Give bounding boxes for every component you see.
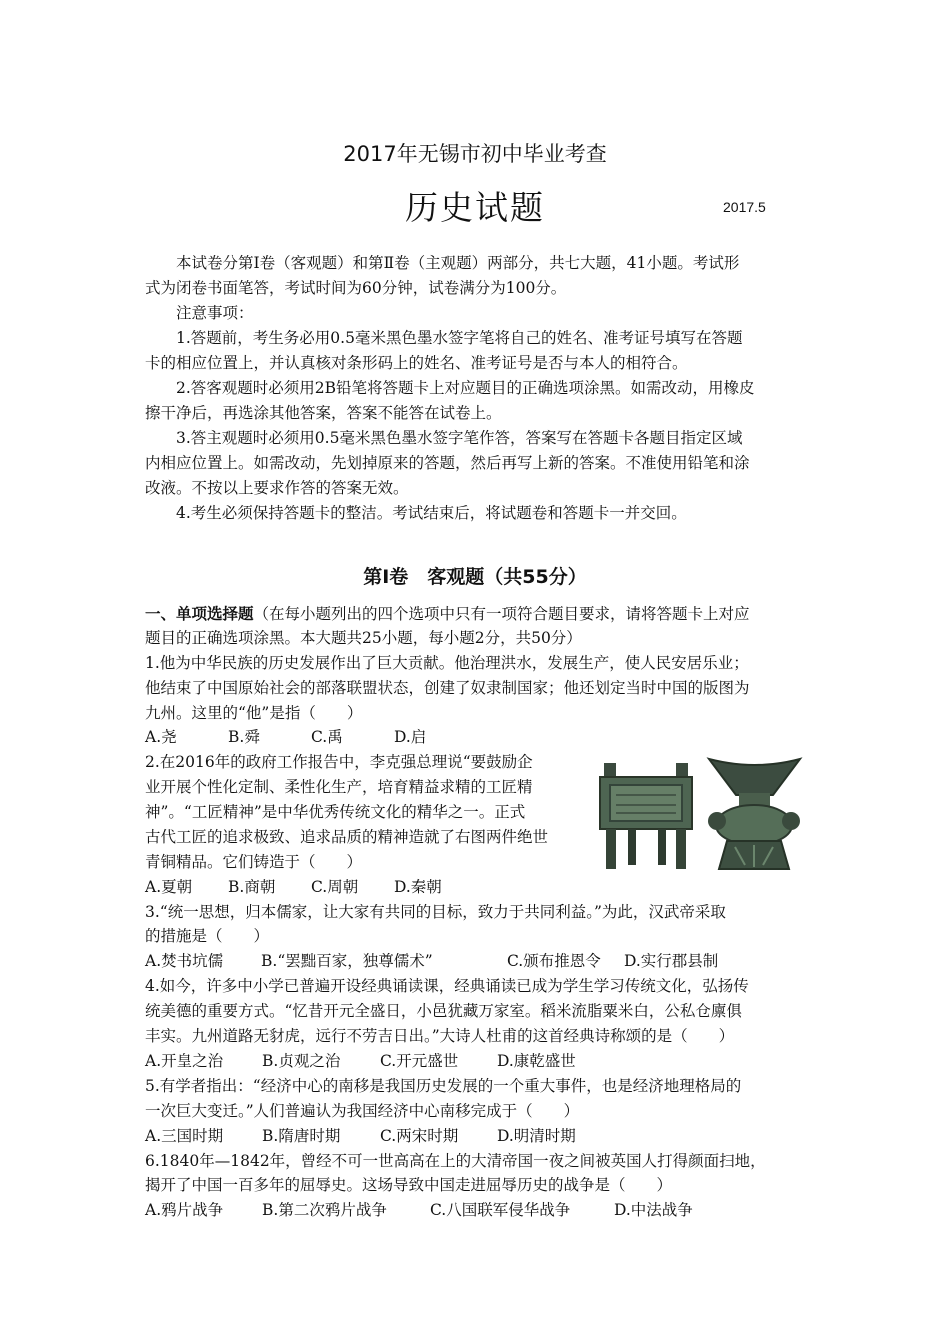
option: A.尧 [145,728,177,746]
option: A.焚书坑儒 [145,952,224,970]
option: B.第二次鸦片战争 [262,1201,387,1219]
instruction-text: （在每小题列出的四个选项中只有一项符合题目要求，请将答题卡上对应 [253,605,750,623]
question-line: 神”。“工匠精神”是中华优秀传统文化的精华之一。正式 [145,803,526,821]
question-line: 1.他为中华民族的历史发展作出了巨大贡献。他治理洪水，发展生产，使人民安居乐业； [145,654,749,672]
option: D.启 [394,728,427,746]
exam-title: 2017年无锡市初中毕业考查 [343,142,607,166]
option: C.开元盛世 [380,1052,459,1070]
question-line: 3.“统一思想，归本儒家，让大家有共同的目标，致力于共同利益。”为此，汉武帝采取 [145,903,726,921]
option: B.商朝 [228,878,276,896]
bronze-ding-image [596,755,696,875]
question-options [145,1199,693,1221]
question-line: 业开展个性化定制、柔性化生产，培育精益求精的工匠精 [145,778,533,796]
subject-title: 历史试题 [405,188,545,227]
question-line: 揭开了中国一百多年的屈辱史。这场导致中国走进屈辱历史的战争是（ ） [145,1176,673,1194]
option: B.舜 [228,728,260,746]
question-options [145,1125,576,1147]
section-title: 第Ⅰ卷 客观题（共55分） [363,566,587,588]
option: C.八国联军侵华战争 [430,1201,571,1219]
option: A.三国时期 [145,1127,224,1145]
note-line: 1.答题前，考生务必用0.5毫米黑色墨水签字笔将自己的姓名、准考证号填写在答题 [176,329,743,347]
notes-title: 注意事项： [176,304,254,322]
note-line: 卡的相应位置上，并认真核对条形码上的姓名、准考证号是否与本人的相符合。 [145,354,688,372]
bronze-zun-image [703,755,806,875]
question-line: 5.有学者指出：“经济中心的南移是我国历史发展的一个重大事件，也是经济地理格局的 [145,1077,742,1095]
option: D.康乾盛世 [497,1052,576,1070]
note-line: 改液。不按以上要求作答的答案无效。 [145,479,409,497]
question-line: 6.1840年—1842年，曾经不可一世高高在上的大清帝国一夜之间被英国人打得颜面扫地， [145,1152,766,1170]
option: D.实行郡县制 [624,952,719,970]
note-line: 擦干净后，再选涂其他答案，答案不能答在试卷上。 [145,404,502,422]
question-line: 他结束了中国原始社会的部落联盟状态，创建了奴隶制国家；他还划定当时中国的版图为 [145,679,750,697]
note-line: 2.答客观题时必须用2B铅笔将答题卡上对应题目的正确选项涂黑。如需改动，用橡皮 [176,379,755,397]
option: C.两宋时期 [380,1127,459,1145]
option: A.夏朝 [145,878,193,896]
exam-date: 2017.5 [723,199,766,215]
question-line: 统美德的重要方式。“忆昔开元全盛日，小邑犹藏万家室。稻米流脂粟米白，公私仓廪俱 [145,1002,742,1020]
question-line: 4.如今，许多中小学已普遍开设经典诵读课，经典诵读已成为学生学习传统文化，弘扬传 [145,977,749,995]
question-line: 的措施是（ ） [145,927,270,945]
option: A.开皇之治 [145,1052,224,1070]
question-line: 青铜精品。它们铸造于（ ） [145,853,363,871]
option: C.禹 [311,728,343,746]
option: B.隋唐时期 [262,1127,341,1145]
option: A.鸦片战争 [145,1201,224,1219]
option: C.颁布推恩令 [507,952,601,970]
option: C.周朝 [311,878,359,896]
question-options [145,1050,576,1072]
part-one-label: 一、单项选择题 [145,605,254,623]
part-one-instruction [145,603,750,625]
note-line: 3.答主观题时必须用0.5毫米黑色墨水签字笔作答，答案写在答题卡各题目指定区域 [176,429,743,447]
question-line: 九州。这里的“他”是指（ ） [145,704,363,722]
note-line: 4.考生必须保持答题卡的整洁。考试结束后，将试题卷和答题卡一并交回。 [176,504,687,522]
option: D.秦朝 [394,878,442,896]
question-options [145,726,426,748]
option: D.中法战争 [614,1201,693,1219]
intro-line: 式为闭卷书面笔答，考试时间为60分钟，试卷满分为100分。 [145,279,567,297]
question-line: 一次巨大变迁。”人们普遍认为我国经济中心南移完成于（ ） [145,1102,580,1120]
option: B.贞观之治 [262,1052,341,1070]
question-options [145,950,718,972]
question-line: 古代工匠的追求极致、追求品质的精神造就了右图两件绝世 [145,828,549,846]
instruction-line: 题目的正确选项涂黑。本大题共25小题，每小题2分，共50分） [145,629,582,647]
question-line: 丰实。九州道路无豺虎，远行不劳吉日出。”大诗人杜甫的这首经典诗称颂的是（ ） [145,1027,735,1045]
option: D.明清时期 [497,1127,576,1145]
question-line: 2.在2016年的政府工作报告中，李克强总理说“要鼓励企 [145,753,533,771]
question-options [145,876,442,898]
intro-line: 本试卷分第Ⅰ卷（客观题）和第Ⅱ卷（主观题）两部分，共七大题，41小题。考试形 [176,254,740,272]
note-line: 内相应位置上。如需改动，先划掉原来的答题，然后再写上新的答案。不准使用铅笔和涂 [145,454,750,472]
option: B.“罢黜百家，独尊儒术” [261,952,433,970]
